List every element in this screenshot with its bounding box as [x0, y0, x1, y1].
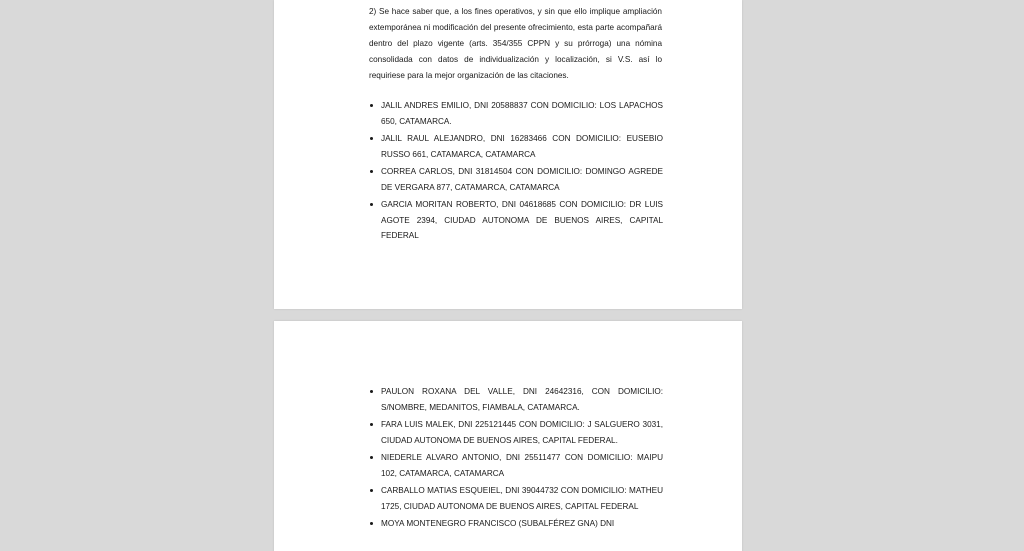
list-item: FARA LUIS MALEK, DNI 225121445 CON DOMICILIO: J SALGUERO 3031, CIUDAD AUTONOMA DE BUENOS AIRES, CAPITAL FEDERAL. — [381, 417, 663, 448]
list-item: JALIL RAUL ALEJANDRO, DNI 16283466 CON DOMICILIO: EUSEBIO RUSSO 661, CATAMARCA, CATAMARCA — [381, 131, 663, 162]
list-item: NIEDERLE ALVARO ANTONIO, DNI 25511477 CON DOMICILIO: MAIPU 102, CATAMARCA, CATAMARCA — [381, 450, 663, 481]
witness-list-page-1 — [381, 98, 663, 246]
list-item: JALIL ANDRES EMILIO, DNI 20588837 CON DOMICILIO: LOS LAPACHOS 650, CATAMARCA. — [381, 98, 663, 129]
document-page-2 — [274, 321, 742, 551]
list-item: GARCIA MORITAN ROBERTO, DNI 04618685 CON DOMICILIO: DR LUIS AGOTE 2394, CIUDAD AUTONOMA DE BUENOS AIRES, CAPITAL FEDERAL — [381, 197, 663, 244]
witness-list-page-2 — [381, 384, 663, 534]
document-page-1 — [274, 0, 742, 309]
list-item: CARBALLO MATIAS ESQUEIEL, DNI 39044732 CON DOMICILIO: MATHEU 1725, CIUDAD AUTONOMA DE BUENOS AIRES, CAPITAL FEDERAL — [381, 483, 663, 514]
list-item: PAULON ROXANA DEL VALLE, DNI 24642316, CON DOMICILIO: S/NOMBRE, MEDANITOS, FIAMBALA, CATAMARCA. — [381, 384, 663, 415]
list-item: MOYA MONTENEGRO FRANCISCO (SUBALFÉREZ GNA) DNI — [381, 516, 663, 532]
list-item: CORREA CARLOS, DNI 31814504 CON DOMICILIO: DOMINGO AGREDE DE VERGARA 877, CATAMARCA, CATAMARCA — [381, 164, 663, 195]
paragraph-notice: 2) Se hace saber que, a los fines operativos, y sin que ello implique ampliación extemporánea ni modificación del presente ofrecimiento, esta parte acompañará dentro del plazo vigente (arts. 354/355 CPPN y su prórroga) una nómina consolidada con datos de individualización y localización, si V.S. así lo requiriese para la mejor organización de las citaciones. — [369, 7, 662, 80]
